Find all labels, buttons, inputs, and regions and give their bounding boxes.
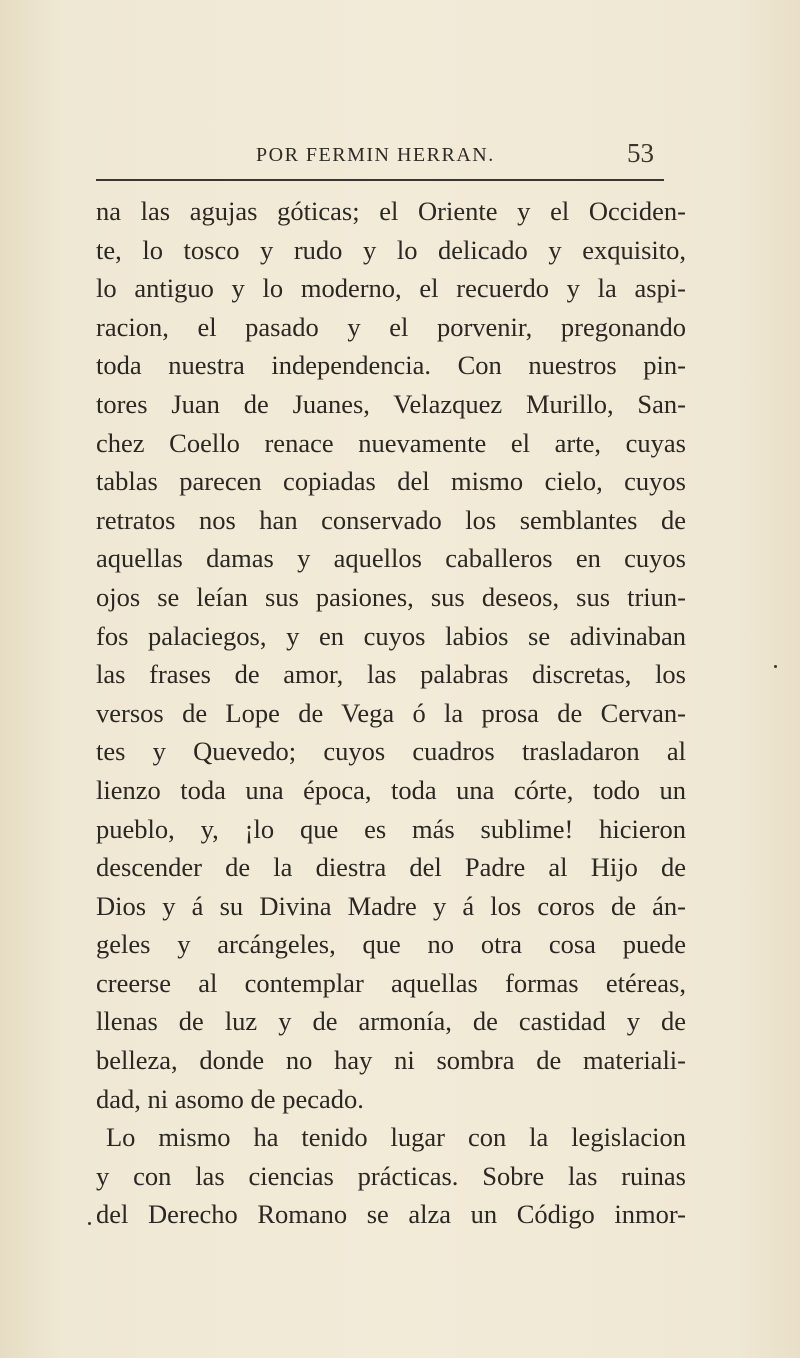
page-number: 53 bbox=[627, 138, 654, 168]
text-line: racion, el pasado y el porvenir, pregonando bbox=[96, 311, 686, 342]
text-line: te, lo tosco y rudo y lo delicado y exquisito, bbox=[96, 234, 686, 265]
text-line: lo antiguo y lo moderno, el recuerdo y la aspi- bbox=[96, 273, 686, 304]
text-line: pueblo, y, ¡lo que es más sublime! hicieron bbox=[96, 813, 686, 844]
text-line: fos palaciegos, y en cuyos labios se adivinaban bbox=[96, 620, 686, 651]
text-line: belleza, donde no hay ni sombra de materiali- bbox=[96, 1045, 686, 1076]
paragraph-end-line: dad, ni asomo de pecado. bbox=[96, 1083, 364, 1114]
text-line: toda nuestra independencia. Con nuestros pin- bbox=[96, 350, 686, 381]
running-head: POR FERMIN HERRAN. bbox=[256, 144, 495, 166]
text-line: ojos se leían sus pasiones, sus deseos, sus triun- bbox=[96, 581, 686, 612]
ink-speck bbox=[88, 1222, 91, 1225]
text-line: lienzo toda una época, toda una córte, todo un bbox=[96, 774, 686, 805]
paragraph-start-line: Lo mismo ha tenido lugar con la legislacion bbox=[106, 1122, 686, 1153]
text-line: y con las ciencias prácticas. Sobre las ruinas bbox=[96, 1160, 686, 1191]
text-line: versos de Lope de Vega ó la prosa de Cervan- bbox=[96, 697, 686, 728]
text-line: tablas parecen copiadas del mismo cielo, cuyos bbox=[96, 466, 686, 497]
text-line: creerse al contemplar aquellas formas etéreas, bbox=[96, 967, 686, 998]
ink-speck bbox=[774, 665, 777, 668]
text-line: geles y arcángeles, que no otra cosa puede bbox=[96, 929, 686, 960]
text-line: retratos nos han conservado los semblantes de bbox=[96, 504, 686, 535]
body-text bbox=[96, 192, 686, 1234]
text-line: tores Juan de Juanes, Velazquez Murillo, San- bbox=[96, 388, 686, 419]
header-rule bbox=[96, 179, 664, 181]
text-line: chez Coello renace nuevamente el arte, cuyas bbox=[96, 427, 686, 458]
text-line: las frases de amor, las palabras discretas, los bbox=[96, 659, 686, 690]
text-line: aquellas damas y aquellos caballeros en cuyos bbox=[96, 543, 686, 574]
text-line: na las agujas góticas; el Oriente y el Occiden- bbox=[96, 196, 686, 226]
text-line: descender de la diestra del Padre al Hijo de bbox=[96, 852, 686, 883]
text-line: llenas de luz y de armonía, de castidad y de bbox=[96, 1006, 686, 1037]
page-header bbox=[96, 138, 656, 178]
text-line: Dios y á su Divina Madre y á los coros de án- bbox=[96, 890, 686, 921]
text-line: del Derecho Romano se alza un Código inmor- bbox=[96, 1199, 686, 1230]
text-line: tes y Quevedo; cuyos cuadros trasladaron al bbox=[96, 736, 686, 767]
